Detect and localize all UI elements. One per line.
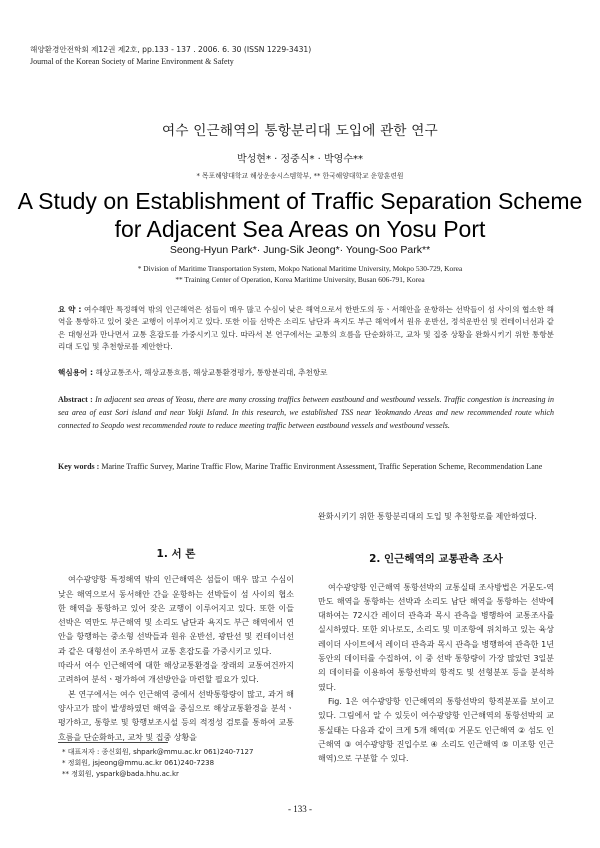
affiliation-english-line2: ** Training Center of Operation, Korea Maritime University, Busan 606-791, Korea xyxy=(175,275,425,284)
section1-paragraph3: 본 연구에서는 여수 인근해역 중에서 선박통항량이 많고, 과거 해양사고가 많이 발생하였던 해역을 중심으로 해상교통환경을 분석ㆍ평가하고, 통항로 및 항행보조시설 등의 적정성 검토를 통하여 교통흐름을 단순화하고, 교차 및 집중 상황을 xyxy=(58,689,294,742)
footnote-2: * 정회원, jsjeong@mmu.ac.kr 061)240-7238 xyxy=(62,759,215,767)
abstract-korean xyxy=(58,304,554,354)
right-column xyxy=(318,510,554,766)
abstract-english-text: In adjacent sea areas of Yeosu, there are many crossing traffics between eastbound and westbound vessels. Traffic congestion is increasing in sea area of east Sori island and near Yokji Island. In this research, we established TSS near Yeokmando Areas and new recommended route which connected to Seopdo west recommended route to reduce meeting traffic between eastbound vessels and westbound vessels. xyxy=(58,395,555,430)
page-number: - 133 - xyxy=(288,804,312,814)
keywords-korean-label: 핵심용어 : xyxy=(58,368,94,377)
section1-paragraph1: 여수광양항 특정해역 밖의 인근해역은 섬들이 매우 많고 수심이 낮은 해역으로서 동서해안 간을 운항하는 선박들이 섬 사이의 협소한 해역을 통항하고 있어 잦은 교행이 이루어지고 있다. 또한 이들 선박은 역만도 부근해역 및 소리도 남단과 욕지도 부근 해역에서 연안을 항행하는 중소형 선박들과 원유 운반선, 광탄선 및 컨테이너선과 같은 대형선이 조우하면서 교통 혼잡도를 가중시키고 있다. xyxy=(58,575,294,656)
footnote-divider xyxy=(58,742,168,743)
abstract-english xyxy=(58,393,554,432)
section2-heading: 2. 인근해역의 교통관측 조사 xyxy=(369,553,503,566)
section2-paragraph2: Fig. 1은 여수광양항 인근해역의 통항선박의 항적분포를 보이고 있다. 그림에서 알 수 있듯이 여수광양항 인근해역의 통항선박의 교통실태는 다음과 같이 크게 5개 해역(① 거문도 인근해역 ② 섬도 인근해역 ③ 여수광양항 진입수로 ④ 소리도 인근해역 ⑤ 미조항 인근해역)으로 구분할 수 있다. xyxy=(318,696,554,764)
journal-header xyxy=(30,44,311,68)
footnote-1: * 대표저자 : 종신회원, shpark@mmu.ac.kr 061)240-7127 xyxy=(62,748,254,756)
footnotes xyxy=(62,747,253,780)
journal-line-ko: 해양환경안전학회 제12권 제2호, pp.133 - 137 . 2006. 6. 30 (ISSN 1229-3431) xyxy=(30,45,312,54)
affiliation-english-line1: * Division of Maritime Transportation System, Mokpo National Maritime University, Mokpo 530-729, Korea xyxy=(137,264,463,273)
keywords-korean xyxy=(58,367,554,378)
keywords-english-text: Marine Traffic Survey, Marine Traffic Flow, Marine Traffic Environment Assessment, Traffic Seperation Scheme, Recommendation Lane xyxy=(101,462,543,471)
keywords-korean-text: 해상교통조사, 해상교통흐름, 해상교통환경평가, 통항분리대, 추천항로 xyxy=(95,368,328,377)
keywords-english-label: Key words : xyxy=(58,462,100,471)
abstract-korean-label: 요 약 : xyxy=(58,305,82,314)
authors-korean: 박성현* · 정중식* · 박영수** xyxy=(236,154,363,165)
title-korean: 여수 인근해역의 통항분리대 도입에 관한 연구 xyxy=(162,123,438,139)
keywords-english xyxy=(58,460,554,473)
abstract-english-label: Abstract : xyxy=(58,395,93,404)
section1-heading: 1. 서 론 xyxy=(156,548,196,560)
title-english-line2: for Adjacent Sea Areas on Yosu Port xyxy=(114,216,486,242)
section2-paragraph1: 여수광양항 인근해역 통항선박의 교통실태 조사방법은 거문도-역만도 해역을 통항하는 선박과 소리도 남단 해역을 통항하는 선박에 대하여는 72시간 레이더 관측과 목시 관측을 병행하여 교통조사를 실시하였다. 또한 외나로도, 소리도 및 미조항에 위치하고 있는 육상 레이더 사이트에서 레이더 관측과 목시 관측을 병행하여 관측한 1년동안의 데이터를 수집하여, 이 중 선박 통항량이 가장 많았던 3일분의 데이터를 이용하여 통항선박의 항적도 및 선형분포 등을 분석하였다. xyxy=(318,582,554,692)
title-english xyxy=(0,187,600,243)
affiliation-english xyxy=(40,263,560,285)
footnote-3: ** 정회원, yspark@bada.hhu.ac.kr xyxy=(62,770,179,778)
authors-english: Seong-Hyun Park*· Jung-Sik Jeong*· Young-Soo Park** xyxy=(169,244,431,256)
abstract-korean-text: 여수해만 특정해역 밖의 인근해역은 섬들이 매우 많고 수심이 낮은 해역으로서 한반도의 동ㆍ서해안을 운항하는 선박들이 섬 사이의 협소한 해역을 통항하고 있어 잦은 교행이 이루어지고 있다. 또한 이들 선박은 소리도 남단과 욕지도 부근 해역에서 원유 운반선, 정석운반선 및 컨테이너선과 같은 대형선과 만나면서 교통 혼잡도를 가중시키고 있다. 따라서 본 연구에서는 교통의 흐름을 단순화하고, 교차 및 집중 상황을 완화시키기 위한 통항분리대 도입 및 추천항로를 제안한다. xyxy=(58,305,554,352)
left-column xyxy=(58,547,294,745)
section1-paragraph2: 따라서 여수 인근해역에 대한 해상교통환경을 장래의 교통여건까지 고려하여 분석ㆍ평가하여 개선방안을 마련할 필요가 있다. xyxy=(58,661,294,685)
journal-line-en: Journal of the Korean Society of Marine Environment & Safety xyxy=(30,57,234,66)
affiliation-korean: * 목포해양대학교 해상운송시스템학부, ** 한국해양대학교 운항훈련원 xyxy=(196,172,404,180)
section1-paragraph-continued: 완화시키기 위한 통항분리대의 도입 및 추천항로를 제안하였다. xyxy=(318,512,537,521)
title-english-line1: A Study on Establishment of Traffic Separation Scheme xyxy=(17,188,583,214)
